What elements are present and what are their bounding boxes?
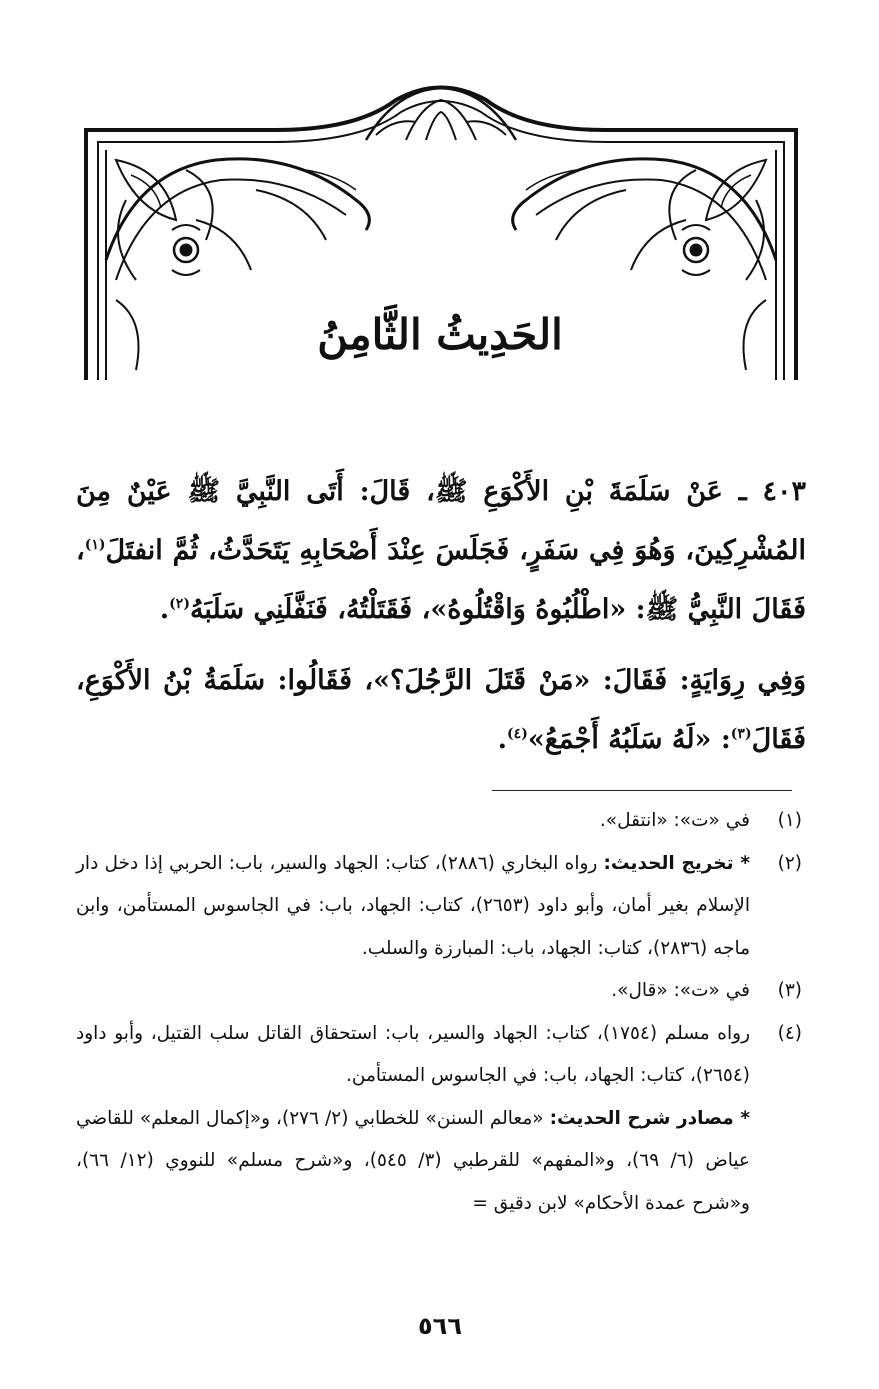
footnote-body xyxy=(76,1013,750,1226)
hadith-text-segment: . xyxy=(159,594,170,625)
hadith-text-segment: : «لَهُ سَلَبُهُ أَجْمَعُ» xyxy=(527,724,731,755)
page-number: ٥٦٦ xyxy=(418,1312,462,1340)
footnote-text: في «ت»: «انتقل». xyxy=(599,810,750,831)
footnote-text: «معالم السنن» للخطابي (٢/ ٢٧٦)، و«إكمال المعلم» للقاضي عياض (٦/ ٦٩)، و«المفهم» للقرطبي (٣/ ٥٤٥)، و«شرح مسلم» للنووي (١٢/ ٦٦)، و«شرح عمدة الأحكام» لابن دقيق = xyxy=(76,1107,750,1214)
footnote-heading: * مصادر شرح الحديث: xyxy=(549,1107,751,1129)
footnote-text: في «ت»: «قال». xyxy=(611,980,750,1001)
footnote-heading: * تخريج الحديث: xyxy=(603,852,750,874)
footnote-text: رواه البخاري (٢٨٨٦)، كتاب: الجهاد والسير، باب: الحربي إذا دخل دار الإسلام بغير أمان، وأبو داود (٢٦٥٣)، كتاب: الجهاد، باب: في الجاسوس المستأمن، وابن ماجه (٢٨٣٦)، كتاب: الجهاد، باب: المبارزة والسلب. xyxy=(76,852,750,959)
footnote-number: (٢) xyxy=(777,852,802,874)
footnote-ref[interactable]: (٢) xyxy=(169,596,190,612)
footnote-item xyxy=(76,1013,806,1226)
footnote-item xyxy=(76,970,806,1013)
hadith-text-segment: ، فَقَالَ النَّبِيُّ ﷺ: «اطْلُبُوهُ وَاقْتُلُوهُ»، فَقَتَلْتُهُ، فَنَفَّلَنِي سَلَبَهُ xyxy=(76,535,806,625)
hadith-text-segment: . xyxy=(497,724,508,755)
hadith-text-segment: وَفِي رِوَايَةٍ: فَقَالَ: «مَنْ قَتَلَ الرَّجُلَ؟»، فَقَالُوا: سَلَمَةُ بْنُ الأَكْوَعِ، فَقَالَ xyxy=(76,665,806,755)
footnotes xyxy=(76,800,806,1225)
hadith-paragraph xyxy=(76,651,806,769)
footnote-number: (٣) xyxy=(777,980,802,1001)
footnote-body xyxy=(76,843,750,971)
footnote-item xyxy=(76,843,806,971)
hadith-text xyxy=(76,462,806,769)
hadith-text-segment: ٤٠٣ ـ عَنْ سَلَمَةَ بْنِ الأَكْوَعِ ﷺ، قَالَ: أَتَى النَّبِيَّ ﷺ عَيْنٌ مِنَ المُشْرِكِينَ، وَهُوَ فِي سَفَرٍ، فَجَلَسَ عِنْدَ أَصْحَابِهِ يَتَحَدَّثُ، ثُمَّ انفتَلَ xyxy=(76,476,806,566)
hadith-paragraph xyxy=(76,462,806,639)
footnote-item xyxy=(76,800,806,843)
footnote-divider xyxy=(492,790,792,791)
chapter-title: الحَدِيثُ الثَّامِنُ xyxy=(317,310,563,359)
footnote-ref[interactable]: (٣) xyxy=(730,726,752,742)
footnote-number: (١) xyxy=(777,810,802,831)
footnote-text: رواه مسلم (١٧٥٤)، كتاب: الجهاد والسير، باب: استحقاق القاتل سلب القتيل، وأبو داود (٢٦٥٤)، كتاب: الجهاد، باب: في الجاسوس المستأمن. xyxy=(76,1022,750,1086)
footnote-number: (٤) xyxy=(777,1022,802,1044)
footnote-ref[interactable]: (١) xyxy=(84,537,106,553)
footnote-ref[interactable]: (٤) xyxy=(507,726,528,742)
